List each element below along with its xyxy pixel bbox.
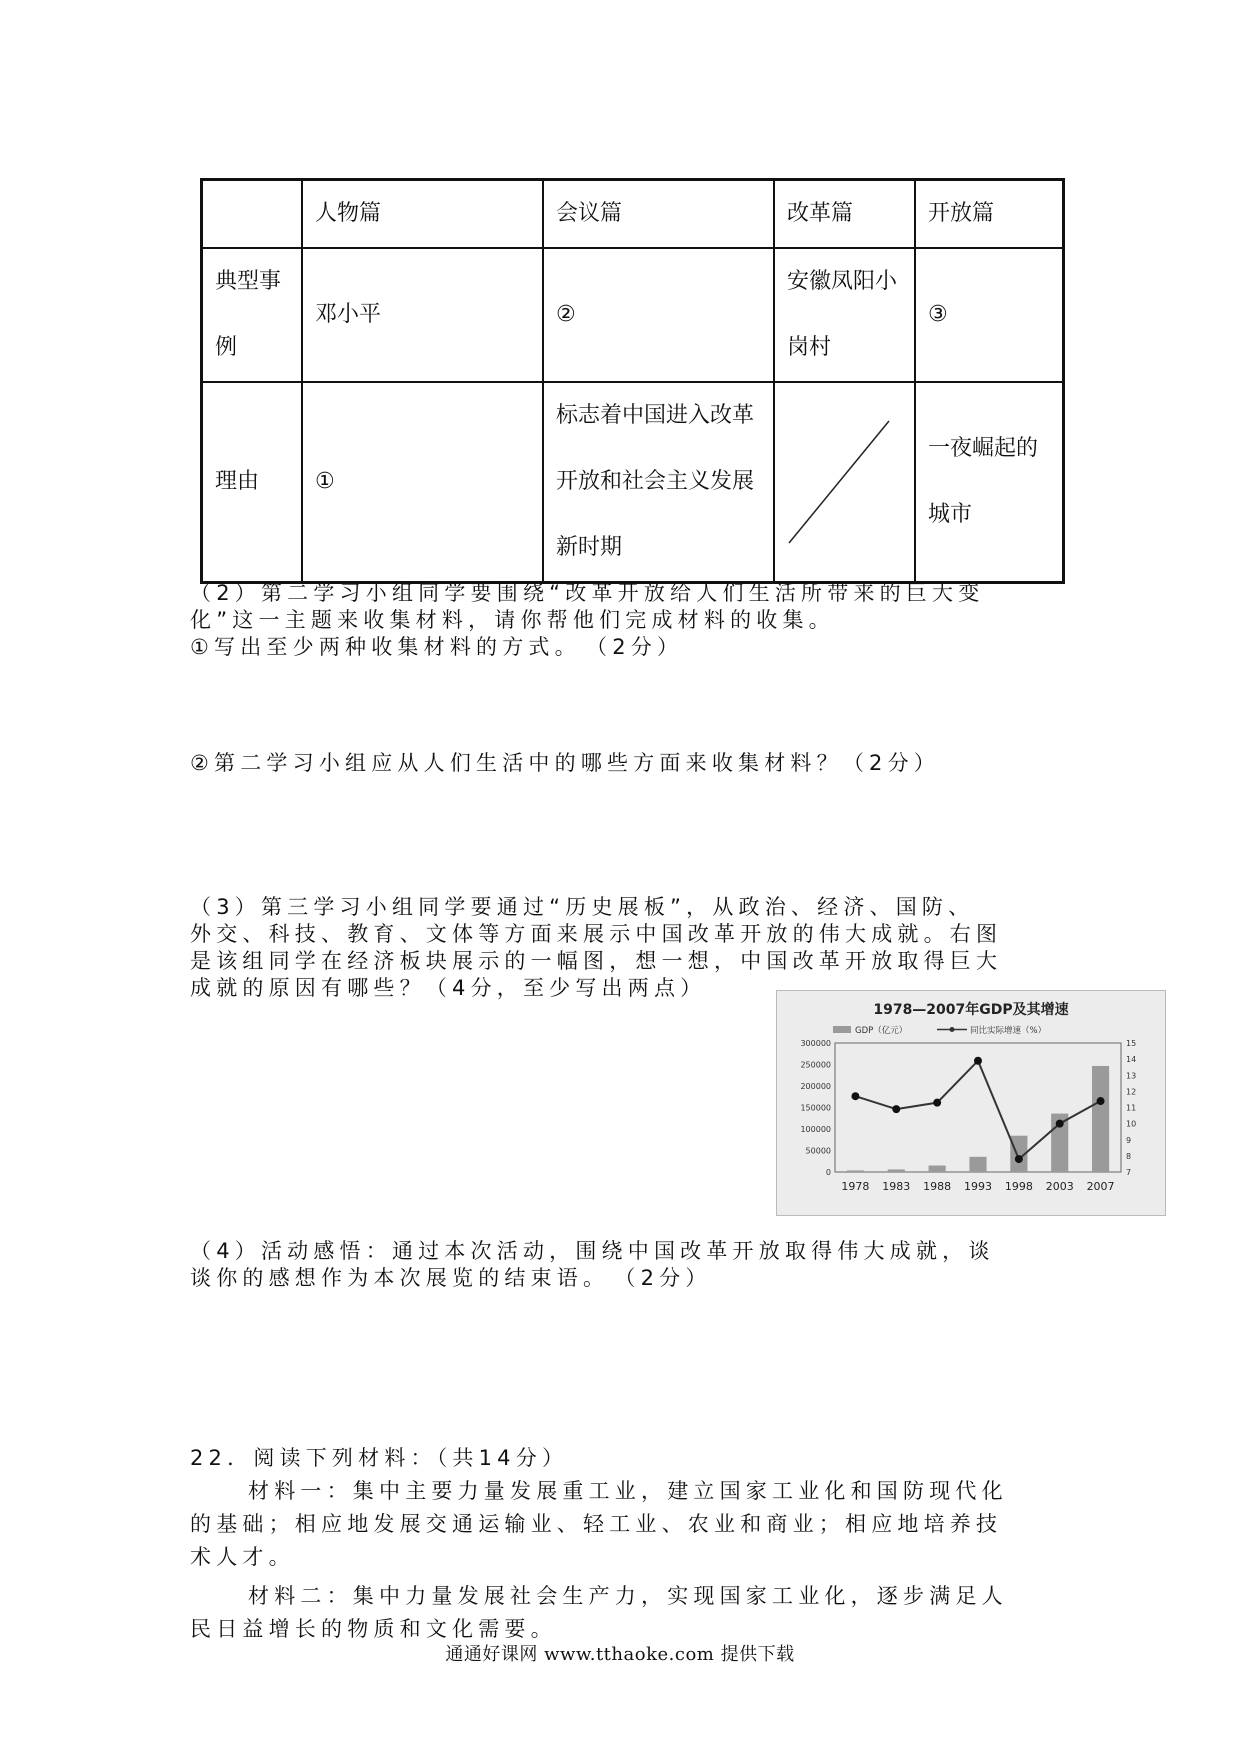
y-left-tick-label: 100000 xyxy=(800,1125,831,1134)
cell-line: 安徽凤阳小 xyxy=(787,269,898,294)
question-2-sub2: ②第二学习小组应从人们生活中的哪些方面来收集材料？（2分） xyxy=(190,751,940,775)
x-tick-label: 1993 xyxy=(964,1180,992,1193)
table-row-example xyxy=(202,248,1064,382)
row-label-line: 例 xyxy=(215,335,238,360)
cell-line: 开放和社会主义发展 xyxy=(556,469,755,494)
question-2 xyxy=(190,580,984,661)
summary-table xyxy=(200,178,1065,584)
material-1-line: 术人才。 xyxy=(190,1545,295,1569)
y-left-tick-label: 150000 xyxy=(800,1103,831,1113)
growth-rate-point xyxy=(1056,1120,1064,1128)
question-4 xyxy=(190,1238,995,1292)
gdp-bar xyxy=(929,1166,946,1172)
y-left-tick-label: 0 xyxy=(825,1168,831,1177)
question-3 xyxy=(190,894,1002,1002)
cell-meeting-reason xyxy=(543,382,774,583)
cell-opening-blank: ③ xyxy=(915,248,1064,382)
question-line: 谈你的感想作为本次展览的结束语。 （2分） xyxy=(190,1266,712,1290)
row-label-reason: 理由 xyxy=(202,382,303,583)
cell-line: 城市 xyxy=(928,502,973,527)
growth-rate-point xyxy=(974,1057,982,1065)
y-left-tick-label: 50000 xyxy=(805,1146,831,1156)
growth-rate-point xyxy=(933,1099,941,1107)
growth-rate-point xyxy=(1097,1097,1105,1105)
growth-rate-point xyxy=(1015,1155,1023,1163)
question-line: （4）活动感悟：通过本次活动，围绕中国改革开放取得伟大成就，谈 xyxy=(190,1239,995,1263)
header-cell-person: 人物篇 xyxy=(302,180,543,249)
page-footer: 通通好课网 www.tthaoke.com 提供下载 xyxy=(445,1644,795,1665)
question-22 xyxy=(190,1442,1008,1646)
x-tick-label: 2007 xyxy=(1086,1180,1115,1193)
gdp-bar xyxy=(969,1157,986,1172)
question-22-title: 22．阅读下列材料：（共14分） xyxy=(190,1446,569,1470)
legend-line-marker xyxy=(950,1027,955,1032)
diagonal-strike-line xyxy=(785,417,895,547)
y-right-tick-label: 13 xyxy=(1126,1071,1137,1081)
table-header-row xyxy=(202,180,1064,249)
x-tick-label: 1998 xyxy=(1004,1180,1033,1193)
question-line: （2）第二学习小组同学要围绕“改革开放给人们生活所带来的巨大变 xyxy=(190,581,985,605)
cell-reform xyxy=(774,248,915,382)
y-right-tick-label: 7 xyxy=(1126,1168,1132,1177)
legend-bar-label: GDP（亿元） xyxy=(855,1026,908,1036)
row-label-example xyxy=(202,248,303,382)
material-1-line: 的基础；相应地发展交通运输业、轻工业、农业和商业；相应地培养技 xyxy=(190,1512,1003,1536)
chart-plot-area xyxy=(800,1039,1136,1193)
y-right-tick-label: 12 xyxy=(1126,1087,1137,1097)
cell-line: 新时期 xyxy=(556,535,623,560)
gdp-bar xyxy=(847,1170,864,1172)
legend-bar-swatch xyxy=(833,1026,851,1033)
gdp-bar xyxy=(1092,1066,1109,1172)
header-cell xyxy=(202,180,303,249)
cell-line: 标志着中国进入改革 xyxy=(556,403,755,428)
y-right-tick-label: 9 xyxy=(1126,1135,1132,1145)
question-line: 外交、科技、教育、文体等方面来展示中国改革开放的伟大成就。右图 xyxy=(190,922,1003,946)
x-tick-label: 1978 xyxy=(841,1180,870,1193)
cell-person: 邓小平 xyxy=(302,248,543,382)
cell-person-reason-blank: ① xyxy=(302,382,543,583)
material-2-line: 民日益增长的物质和文化需要。 xyxy=(190,1617,557,1641)
cell-reform-reason-struck xyxy=(774,382,915,583)
y-right-tick-label: 14 xyxy=(1126,1055,1137,1065)
row-label-line: 典型事 xyxy=(215,269,282,294)
table-row-reason xyxy=(202,382,1064,583)
header-cell-reform: 改革篇 xyxy=(774,180,915,249)
question-line: ①写出至少两种收集材料的方式。 （2分） xyxy=(190,635,684,659)
y-left-tick-label: 250000 xyxy=(800,1060,831,1070)
x-tick-label: 1988 xyxy=(923,1180,952,1193)
x-tick-label: 2003 xyxy=(1045,1180,1074,1193)
x-tick-label: 1983 xyxy=(882,1180,911,1193)
header-cell-opening: 开放篇 xyxy=(915,180,1064,249)
cell-line: 一夜崛起的 xyxy=(928,436,1039,461)
y-left-tick-label: 300000 xyxy=(800,1039,831,1048)
chart-title: 1978—2007年GDP及其增速 xyxy=(873,1002,1069,1018)
cell-opening-reason xyxy=(915,382,1064,583)
growth-rate-point xyxy=(892,1105,900,1113)
y-right-tick-label: 15 xyxy=(1126,1039,1137,1048)
gdp-bar xyxy=(888,1169,905,1172)
y-left-tick-label: 200000 xyxy=(800,1082,831,1091)
y-right-tick-label: 11 xyxy=(1126,1103,1137,1113)
y-right-tick-label: 8 xyxy=(1126,1151,1132,1161)
gdp-chart-svg xyxy=(777,991,1165,1215)
question-line: 成就的原因有哪些？（4分，至少写出两点） xyxy=(190,976,707,1000)
cell-line: 岗村 xyxy=(787,335,832,360)
material-2-line: 材料二：集中力量发展社会生产力，实现国家工业化，逐步满足人 xyxy=(248,1584,1008,1608)
gdp-chart xyxy=(776,990,1166,1216)
header-cell-meeting: 会议篇 xyxy=(543,180,774,249)
y-right-tick-label: 10 xyxy=(1126,1119,1137,1129)
question-line: 化”这一主题来收集材料，请你帮他们完成材料的收集。 xyxy=(190,608,835,632)
cell-meeting-blank: ② xyxy=(543,248,774,382)
legend-line-label: 同比实际增速（%） xyxy=(970,1026,1047,1036)
question-line: （3）第三学习小组同学要通过“历史展板”，从政治、经济、国防、 xyxy=(190,895,975,919)
material-1-line: 材料一：集中主要力量发展重工业，建立国家工业化和国防现代化 xyxy=(248,1479,1008,1503)
question-line: 是该组同学在经济板块展示的一幅图，想一想，中国改革开放取得巨大 xyxy=(190,949,1003,973)
growth-rate-point xyxy=(851,1092,859,1100)
